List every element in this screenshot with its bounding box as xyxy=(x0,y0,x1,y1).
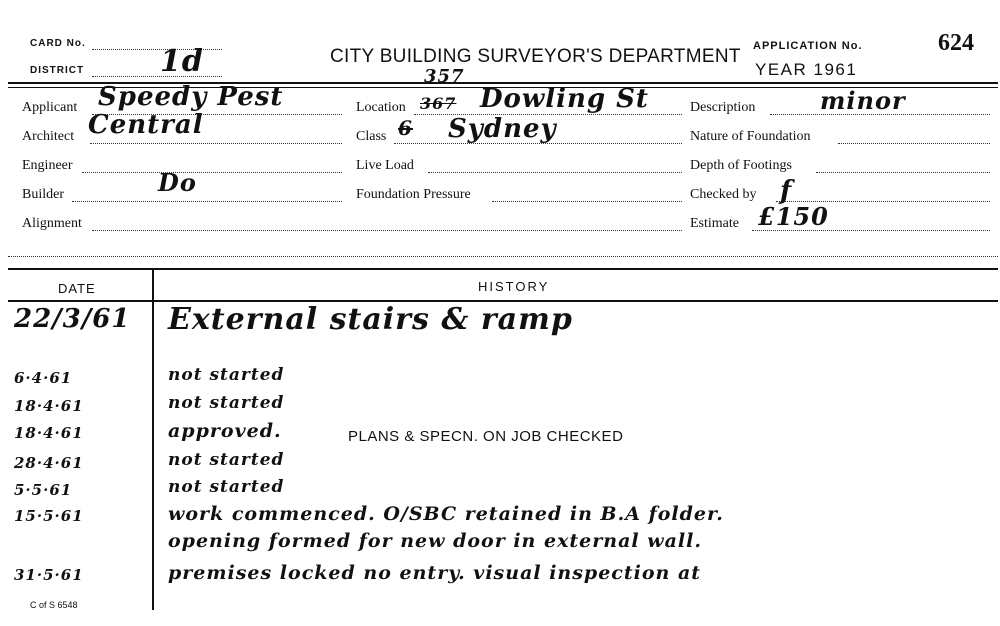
live-load-label: Live Load xyxy=(356,158,414,173)
checked-by-value: f xyxy=(780,176,793,206)
architect-value: Central xyxy=(88,110,204,140)
history-date: 15·5·61 xyxy=(14,507,84,525)
engineer-label: Engineer xyxy=(22,158,73,173)
history-entry: approved. xyxy=(168,420,282,442)
history-date: 28·4·61 xyxy=(14,454,84,472)
depth-line xyxy=(816,172,990,173)
history-entry: not started xyxy=(168,393,285,413)
history-entry: opening formed for new door in external wall. xyxy=(168,530,702,552)
location-value: Dowling St xyxy=(480,84,649,114)
district-value: 1d xyxy=(160,44,204,79)
history-header: HISTORY xyxy=(478,279,550,294)
checked-by-label: Checked by xyxy=(690,187,757,202)
history-entry: not started xyxy=(168,477,285,497)
description-value: minor xyxy=(820,86,906,115)
alignment-label: Alignment xyxy=(22,216,82,231)
builder-value: Do xyxy=(158,168,197,197)
estimate-value: £150 xyxy=(758,202,829,231)
application-number: 624 xyxy=(938,30,974,56)
history-entry: not started xyxy=(168,365,285,385)
depth-of-footings-label: Depth of Footings xyxy=(690,158,792,173)
history-entry: premises locked no entry. visual inspection at xyxy=(168,562,702,584)
nature-of-foundation-label: Nature of Foundation xyxy=(690,129,811,144)
location-old-number: 367 xyxy=(420,94,457,113)
card-no-label: CARD No. xyxy=(30,38,86,49)
architect-label: Architect xyxy=(22,129,75,144)
history-date: 22/3/61 xyxy=(14,304,131,334)
fields-bottom-line xyxy=(8,256,998,257)
applicant-label: Applicant xyxy=(22,100,78,115)
history-date: 18·4·61 xyxy=(14,424,84,442)
table-top-rule xyxy=(8,268,998,270)
architect-line xyxy=(90,143,342,144)
history-entry: not started xyxy=(168,450,285,470)
history-date: 18·4·61 xyxy=(14,397,84,415)
alignment-line xyxy=(92,230,682,231)
history-entry: External stairs & ramp xyxy=(168,302,573,337)
class-value: Sydney xyxy=(448,114,557,144)
history-date: 5·5·61 xyxy=(14,481,73,499)
location-new-number: 357 xyxy=(424,66,465,87)
department-title: CITY BUILDING SURVEYOR'S DEPARTMENT xyxy=(330,46,741,67)
date-header: DATE xyxy=(58,281,96,296)
location-label: Location xyxy=(356,100,406,115)
class-struck-value: 6 xyxy=(398,116,413,140)
history-date: 6·4·61 xyxy=(14,369,73,387)
date-column-divider xyxy=(152,270,154,610)
engineer-line xyxy=(82,172,342,173)
live-load-line xyxy=(428,172,682,173)
estimate-label: Estimate xyxy=(690,216,739,231)
builder-line xyxy=(72,201,342,202)
district-label: DISTRICT xyxy=(30,65,85,76)
history-date: 31·5·61 xyxy=(14,566,84,584)
plans-checked-stamp: PLANS & SPECN. ON JOB CHECKED xyxy=(348,428,624,445)
foundation-pressure-label: Foundation Pressure xyxy=(356,187,471,202)
form-code: C of S 6548 xyxy=(30,600,78,610)
foundation-pressure-line xyxy=(492,201,682,202)
description-label: Description xyxy=(690,100,756,115)
year-label: YEAR 1961 xyxy=(755,60,858,79)
application-label: APPLICATION No. xyxy=(753,40,863,52)
applicant-value: Speedy Pest xyxy=(98,82,284,112)
class-label: Class xyxy=(356,129,387,144)
history-entry: work commenced. O/SBC retained in B.A folder. xyxy=(168,503,724,525)
builder-label: Builder xyxy=(22,187,64,202)
nature-line xyxy=(838,143,990,144)
